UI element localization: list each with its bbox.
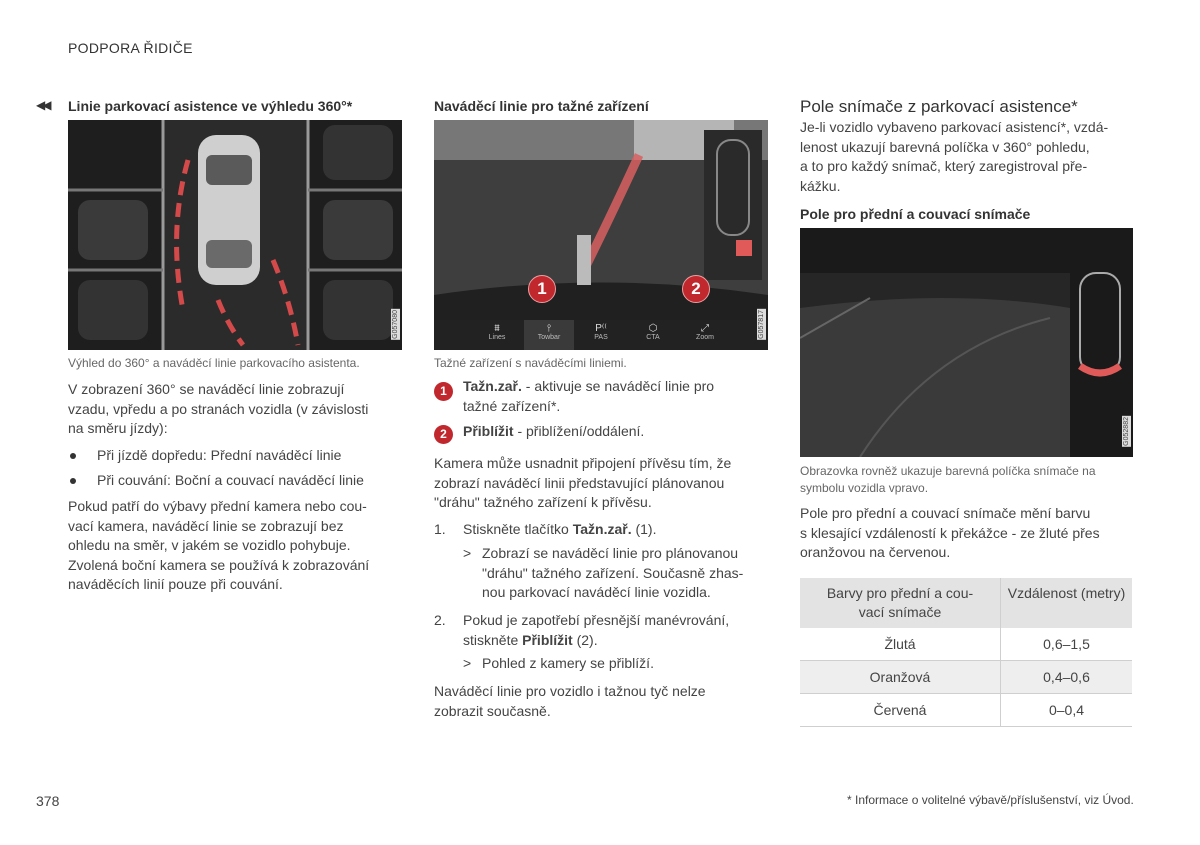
figure-360-illustration [68,120,402,350]
text-line: oranžovou na červenou. [800,544,951,560]
step-term: Přiblížit [522,631,573,648]
text-line: Zobrazí se naváděcí linie pro plánovanou [482,545,739,561]
pas-icon: P⁽⁽ [595,323,607,334]
legend-text: - přiblížení/oddálení. [513,423,645,439]
figure-towbar-view [434,120,768,350]
legend-item-2 [434,422,769,442]
step-number: 2. [434,612,446,628]
figure-caption: Tažné zařízení s naváděcími liniemi. [434,356,627,370]
bullet-item [68,472,403,492]
footnote: * Informace o volitelné výbavě/příslušenství, viz Úvod. [847,793,1134,807]
text-line: Naváděcí linie pro vozidlo i tažnou tyč nelze [434,683,706,699]
legend-text: - aktivuje se naváděcí linie pro [521,378,715,394]
step-term: Tažn.zař. [572,521,632,537]
table-cell: 0–0,4 [1001,694,1133,727]
figure-id: G057080 [392,310,399,339]
sensor-distance-table [800,578,1132,727]
callout-badge: 2 [434,425,453,444]
bullet-text: Při jízdě dopředu: Přední naváděcí linie [97,447,342,463]
figure-caption [800,463,1096,497]
step-text [463,520,656,540]
section-heading-360-lines: Linie parkovací asistence ve výhledu 360°* [68,98,353,114]
text-line: naváděcích linií pouze při couvání. [68,576,283,592]
legend-term: Přiblížit [463,423,514,439]
step-text [463,611,729,650]
text-line: "dráhu" tažného zařízení. Současně zhas- [482,564,744,581]
paragraph-trailer [434,454,731,513]
button-label: PAS [594,334,608,341]
figure-id: G057817 [758,310,765,339]
figure-360-view [68,120,402,350]
text-line: nou parkovací naváděcí linie vozidla. [482,584,711,600]
subheading-front-rear: Pole pro přední a couvací snímače [800,206,1031,222]
section-heading-sensor-fields: Pole snímače z parkovací asistence* [800,97,1078,116]
text-line: Zvolená boční kamera se používá k zobrazování [68,556,370,573]
step-text-post: (2). [572,631,598,648]
text-line: Pokud patří do výbavy přední kamera nebo cou- [68,498,367,514]
bullet-dot-icon [70,453,76,459]
result-marker: > [463,655,472,671]
page-number: 378 [36,793,60,809]
section-heading-towbar: Naváděcí linie pro tažné zařízení [434,98,649,114]
caption-line: Obrazovka rovněž ukazuje barevná políčka snímače na [800,464,1096,478]
caption-line: symbolu vozidla vpravo. [800,481,929,495]
text-line: Pole pro přední a couvací snímače mění barvu [800,505,1091,521]
step-number: 1. [434,521,446,537]
table-cell: Červená [800,694,1001,727]
paragraph-note [434,682,706,721]
text-line: zobrazit současně. [434,702,551,719]
text-line: Kamera může usnadnit připojení přívěsu tím, že [434,455,732,471]
towbar-icon: ⫯ [546,323,552,334]
paragraph-color-change [800,504,1100,563]
bullet-dot-icon [70,478,76,484]
table-cell: Žlutá [800,628,1001,661]
text-line: vzadu, vpředu a po stranách vozidla (v závislosti [68,400,369,417]
legend-term: Tažn.zař. [463,378,522,394]
pas-button[interactable] [576,320,626,350]
text-line: na směru jízdy): [68,420,168,436]
lines-button[interactable] [472,320,522,350]
cta-icon: ⬡ [648,323,658,334]
table-cell: 0,4–0,6 [1001,661,1133,694]
running-header: PODPORA ŘIDIČE [68,40,193,56]
result-marker: > [463,545,472,561]
button-label: CTA [646,334,660,341]
text-line: Je-li vozidlo vybaveno parkovací asistencí*, vzdá- [800,119,1109,135]
text-line: "dráhu" tažného zařízení k přívěsu. [434,494,652,510]
button-label: Towbar [537,334,561,341]
step-text-pre: stiskněte [463,631,523,648]
figure-towbar-illustration [434,120,768,320]
step-text-pre: Stiskněte tlačítko [463,521,573,537]
zoom-icon: ⤢ [701,323,709,334]
intro-paragraph [68,380,368,439]
paragraph-front-camera [68,497,369,595]
text-line: vací kamera, naváděcí linie se zobrazují bez [68,517,344,534]
step-text-post: (1). [631,521,657,537]
table-cell: 0,6–1,5 [1001,628,1133,661]
callout-2: 2 [682,275,710,303]
text-line: zobrazí naváděcí linii představující plánovanou [434,474,725,491]
callout-badge: 1 [434,382,453,401]
figure-id: G052882 [1123,417,1130,446]
double-chevron-left-icon[interactable]: ◀◀ [36,98,49,112]
table-row [800,694,1132,727]
callout-1: 1 [528,275,556,303]
text-line: kážku. [800,177,841,194]
step-result: Pohled z kamery se přiblíží. [482,655,654,671]
towbar-button[interactable] [524,320,574,350]
step-result [482,544,743,603]
intro-paragraph [800,118,1108,196]
legend-item-1 [434,377,769,416]
figure-sensor-view [800,228,1133,457]
camera-toolbar [434,320,768,350]
button-label: Lines [488,334,506,341]
text-line: a to pro každý snímač, který zaregistroval pře- [800,158,1088,174]
lines-icon: ⩩ [494,323,500,334]
table-header-row [800,578,1132,628]
table-cell: Oranžová [800,661,1001,694]
bullet-item [68,447,403,467]
table-row [800,661,1132,694]
figure-sensor-illustration [800,228,1133,457]
bullet-text: Při couvání: Boční a couvací naváděcí linie [97,472,364,488]
button-label: Zoom [696,334,714,341]
zoom-button[interactable] [680,320,730,350]
text-line: s klesající vzdáleností k překážce - ze žluté přes [800,524,1100,541]
table-header-cell: Vzdálenost (metry) [1001,578,1133,628]
text-line: lenost ukazují barevná políčka v 360° pohledu, [800,138,1090,155]
text-line: V zobrazení 360° se naváděcí linie zobrazují [68,381,345,397]
text-line: Pokud je zapotřebí přesnější manévrování, [463,612,730,628]
figure-caption: Výhled do 360° a naváděcí linie parkovacího asistenta. [68,356,360,370]
table-row [800,628,1132,661]
text-line: ohledu na směr, v jakém se vozidlo pohybuje. [68,537,351,553]
table-header-cell: Barvy pro přední a cou- vací snímače [800,578,1001,628]
cta-button[interactable] [628,320,678,350]
legend-text: tažné zařízení*. [463,397,561,414]
